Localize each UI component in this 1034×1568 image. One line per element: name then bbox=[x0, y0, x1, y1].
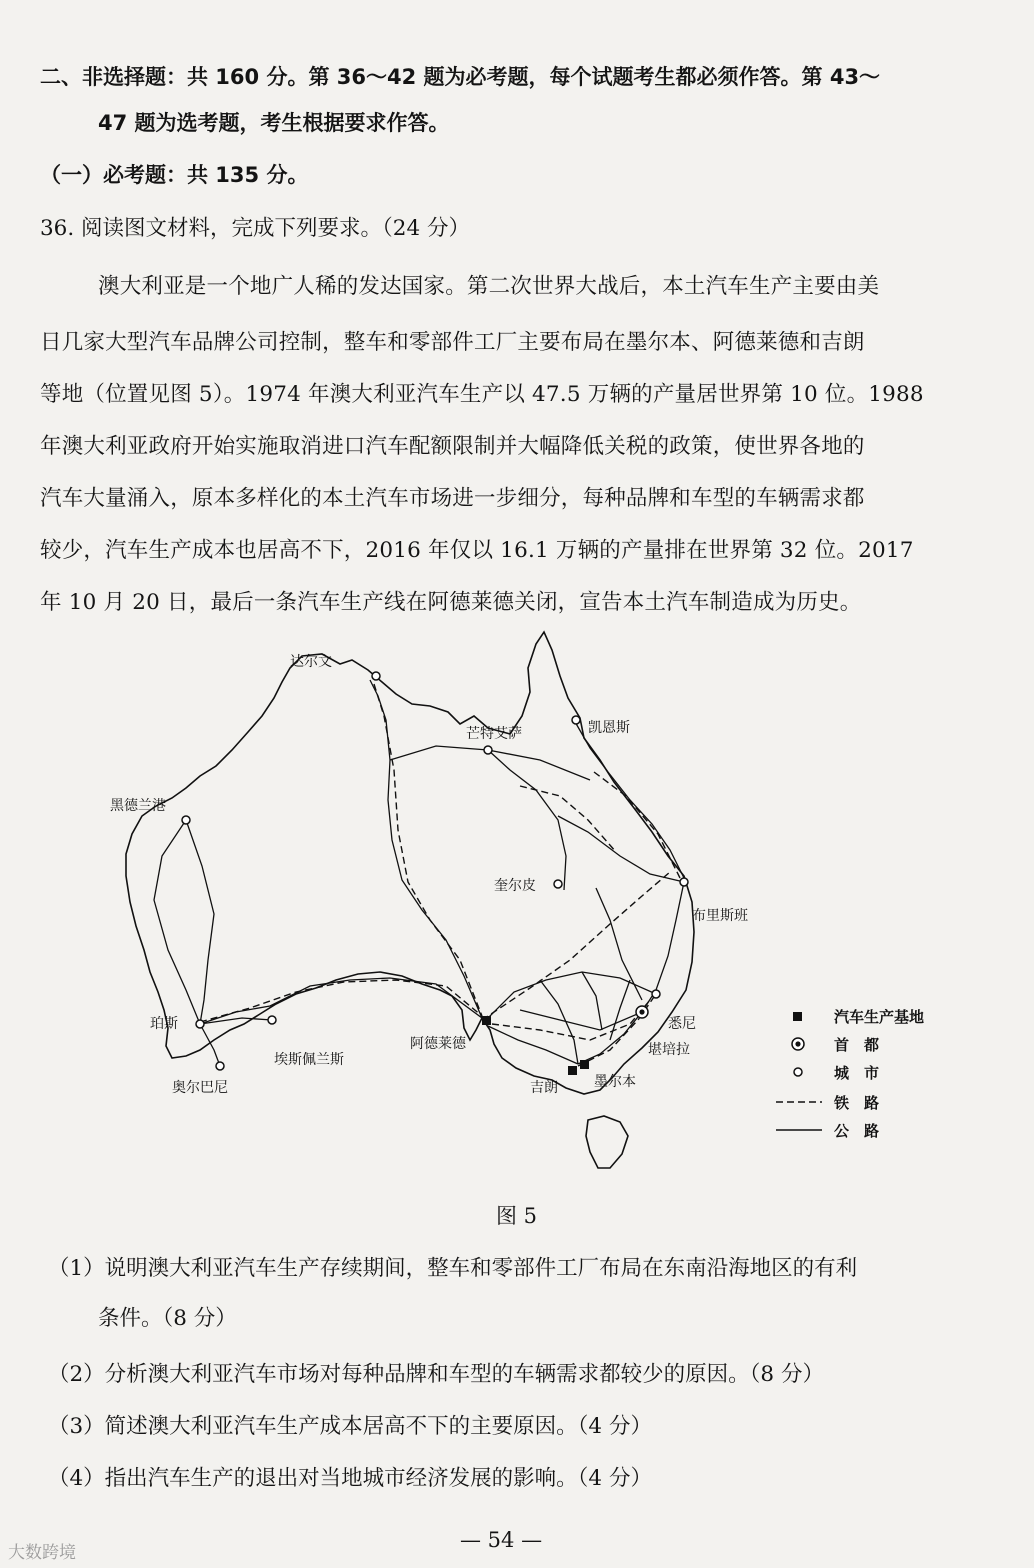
label-albany: 奥尔巴尼 bbox=[172, 1080, 228, 1096]
label-hedland: 黑德兰港 bbox=[110, 798, 166, 814]
paragraph-line: 年澳大利亚政府开始实施取消进口汽车配额限制并大幅降低关税的政策，使世界各地的 bbox=[40, 434, 865, 459]
label-mtisa: 芒特艾萨 bbox=[466, 726, 522, 742]
paragraph-line: 年 10 月 20 日，最后一条汽车生产线在阿德莱德关闭，宣告本土汽车制造成为历史。 bbox=[40, 590, 862, 615]
label-cairns: 凯恩斯 bbox=[588, 720, 630, 736]
label-brisbane: 布里斯班 bbox=[692, 908, 748, 924]
label-canberra: 堪培拉 bbox=[648, 1042, 690, 1058]
perth-marker bbox=[196, 1020, 204, 1028]
watermark: 大数跨境 bbox=[8, 1543, 76, 1563]
page-number: — 54 — bbox=[460, 1528, 543, 1552]
darwin-marker bbox=[372, 672, 380, 680]
label-esperance: 埃斯佩兰斯 bbox=[274, 1052, 344, 1068]
australia-map bbox=[90, 620, 970, 1190]
paragraph-line: 汽车大量涌入，原本多样化的本土汽车市场进一步细分，每种品牌和车型的车辆需求都 bbox=[40, 486, 865, 511]
label-geelong: 吉朗 bbox=[530, 1080, 558, 1096]
mtisa-marker bbox=[484, 746, 492, 754]
australia-coastline bbox=[126, 632, 694, 1094]
paragraph-line: 等地（位置见图 5）。1974 年澳大利亚汽车生产以 47.5 万辆的产量居世界第 10 位。1988 bbox=[40, 382, 924, 407]
subsection-heading: （一）必考题：共 135 分。 bbox=[40, 163, 309, 187]
label-adelaide: 阿德莱德 bbox=[410, 1036, 466, 1052]
legend-capital: 首 都 bbox=[834, 1036, 880, 1054]
adelaide-base-marker bbox=[482, 1016, 491, 1025]
subquestion-1-cont: 条件。（8 分） bbox=[98, 1306, 237, 1331]
geelong-base-marker bbox=[568, 1066, 577, 1075]
cairns-marker bbox=[572, 716, 580, 724]
label-darwin: 达尔文 bbox=[290, 654, 332, 670]
label-perth: 珀斯 bbox=[150, 1016, 178, 1032]
legend-road: 公 路 bbox=[834, 1122, 880, 1140]
figure-caption: 图 5 bbox=[496, 1204, 538, 1228]
label-quilpie: 奎尔皮 bbox=[494, 878, 536, 894]
paragraph-line: 较少，汽车生产成本也居高不下，2016 年仅以 16.1 万辆的产量排在世界第 32 位。2017 bbox=[40, 538, 914, 563]
quilpie-marker bbox=[554, 880, 562, 888]
hedland-marker bbox=[182, 816, 190, 824]
subquestion-3: （3）简述澳大利亚汽车生产成本居高不下的主要原因。（4 分） bbox=[48, 1414, 652, 1439]
map-legend bbox=[776, 1008, 924, 1140]
albany-marker bbox=[216, 1062, 224, 1070]
subquestion-4: （4）指出汽车生产的退出对当地城市经济发展的影响。（4 分） bbox=[48, 1466, 652, 1491]
sydney-marker bbox=[652, 990, 660, 998]
section-heading: 二、非选择题：共 160 分。第 36～42 题为必考题，每个试题考生都必须作答。第 43～ bbox=[40, 65, 881, 89]
question-title: 36. 阅读图文材料，完成下列要求。（24 分） bbox=[40, 216, 470, 241]
subquestion-1: （1）说明澳大利亚汽车生产存续期间，整车和零部件工厂布局在东南沿海地区的有利 bbox=[48, 1256, 858, 1281]
label-melbourne: 墨尔本 bbox=[594, 1074, 636, 1090]
subquestion-2: （2）分析澳大利亚汽车市场对每种品牌和车型的车辆需求都较少的原因。（8 分） bbox=[48, 1362, 824, 1387]
tasmania bbox=[586, 1116, 628, 1168]
legend-rail: 铁 路 bbox=[834, 1094, 880, 1112]
canberra-capital-marker bbox=[636, 1006, 648, 1018]
paragraph-line: 澳大利亚是一个地广人稀的发达国家。第二次世界大战后，本土汽车生产主要由美 bbox=[98, 274, 880, 299]
esperance-marker bbox=[268, 1016, 276, 1024]
legend-base: 汽车生产基地 bbox=[834, 1008, 925, 1026]
legend-city: 城 市 bbox=[834, 1064, 880, 1082]
paragraph-line: 日几家大型汽车品牌公司控制，整车和零部件工厂主要布局在墨尔本、阿德莱德和吉朗 bbox=[40, 330, 865, 355]
section-heading-cont: 47 题为选考题，考生根据要求作答。 bbox=[98, 111, 450, 135]
label-sydney: 悉尼 bbox=[668, 1016, 696, 1032]
brisbane-marker bbox=[680, 878, 688, 886]
melbourne-base-marker bbox=[580, 1060, 589, 1069]
